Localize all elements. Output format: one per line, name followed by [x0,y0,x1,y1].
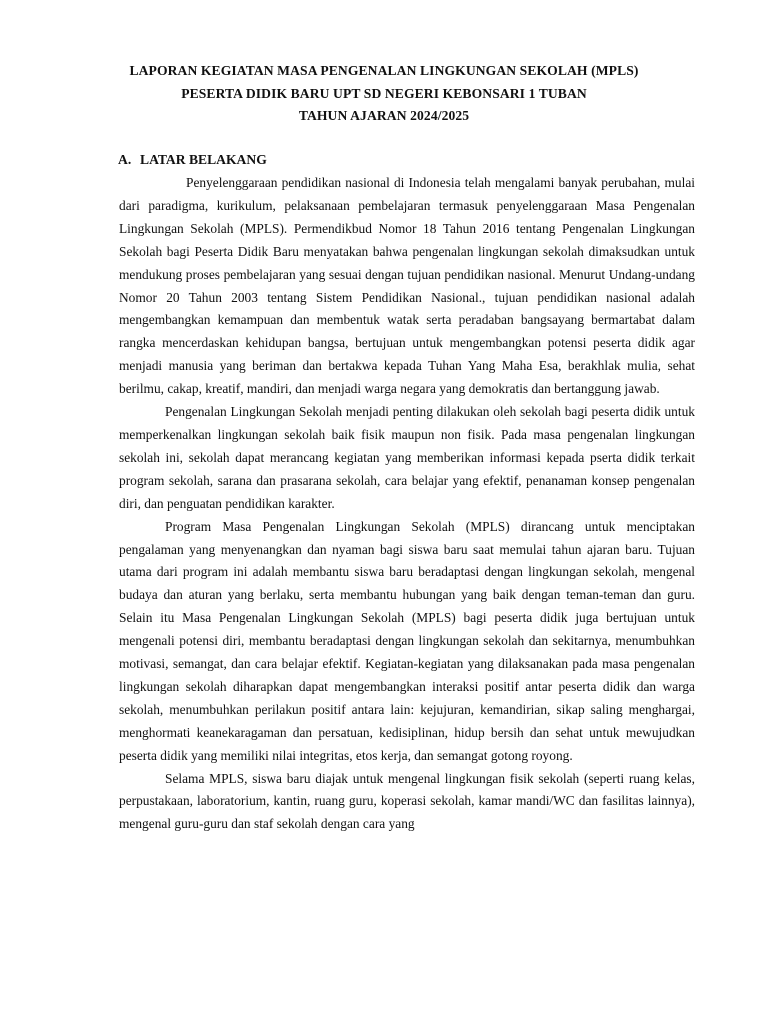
title-line-1: LAPORAN KEGIATAN MASA PENGENALAN LINGKUNGAN SEKOLAH (MPLS) [129,63,639,78]
paragraph: Penyelenggaraan pendidikan nasional di Indonesia telah mengalami banyak perubahan, mulai dari paradigma, kurikulum, pelaksanaan pembelajaran termasuk penyelenggaraan Masa Pengenalan Lingkungan Sekolah (MPLS). Permendikbud Nomor 18 Tahun 2016 tentang Pengenalan Lingkungan Sekolah bagi Peserta Didik Baru menyatakan bahwa pengenalan lingkungan sekolah dimaksudkan untuk mendukung proses pembelajaran yang sesuai dengan tujuan pendidikan nasional. Menurut Undang-undang Nomor 20 Tahun 2003 tentang Sistem Pendidikan Nasional., tujuan pendidikan nasional adalah mengembangkan kemampuan dan membentuk watak serta peradaban bangsayang bermartabat dalam rangka mencerdaskan kehidupan bangsa, bertujuan untuk mengembangkan potensi peserta didik agar menjadi manusia yang beriman dan bertakwa kepada Tuhan Yang Maha Esa, berakhlak mulia, sehat berilmu, cakap, kreatif, mandiri, dan menjadi warga negara yang demokratis dan bertanggung jawab. [119,175,695,397]
title-line-3: TAHUN AJARAN 2024/2025 [298,108,470,123]
paragraph: Selama MPLS, siswa baru diajak untuk mengenal lingkungan fisik sekolah (seperti ruang kelas, perpustakaan, laboratorium, kantin, ruang guru, koperasi sekolah, kamar mandi/WC dan fasilitas lainnya), mengenal guru-guru dan staf sekolah dengan cara yang [119,770,695,832]
section-number: A. [118,152,132,167]
paragraph: Program Masa Pengenalan Lingkungan Sekolah (MPLS) dirancang untuk menciptakan pengalaman yang menyenangkan dan nyaman bagi siswa baru saat memulai tahun ajaran baru. Tujuan utama dari program ini adalah membantu siswa baru beradaptasi dengan lingkungan sekolah, mengenal budaya dan aturan yang berlaku, serta membantu hubungan yang baik dengan teman-teman dan guru. Selain itu Masa Pengenalan Lingkungan Sekolah (MPLS) bagi peserta didik juga bertujuan untuk mengenali potensi diri, membantu beradaptasi dengan lingkungan sekolah dan sekitarnya, menumbuhkan motivasi, semangat, dan cara belajar efektif. Kegiatan-kegiatan yang dilaksanakan pada masa pengenalan lingkungan sekolah diharapkan dapat mengembangkan interaksi positif antar peserta didik dan warga sekolah, menumbuhkan perilakun positif antara lain: kejujuran, kemandirian, sikap saling menghargai, menghormati keanekaragaman dan persatuan, kedisiplinan, hidup bersih dan sehat untuk mewujudkan peserta didik yang memiliki nilai integritas, etos kerja, dan semangat gotong royong. [119,518,695,763]
paragraph: Pengenalan Lingkungan Sekolah menjadi penting dilakukan oleh sekolah bagi peserta didik untuk memperkenalkan lingkungan sekolah baik fisik maupun non fisik. Pada masa pengenalan lingkungan sekolah ini, sekolah dapat merancang kegiatan yang memberikan informasi kepada pserta didik terkait program sekolah, sarana dan prasarana sekolah, cara belajar yang efektif, penanaman konsep pengenalan diri, dan penguatan pendidikan karakter. [119,404,695,511]
section-title: LATAR BELAKANG [140,152,267,167]
section-body [119,172,695,836]
section-heading [118,149,267,171]
title-line-2: PESERTA DIDIK BARU UPT SD NEGERI KEBONSARI 1 TUBAN [181,85,587,101]
document-title [0,60,768,128]
